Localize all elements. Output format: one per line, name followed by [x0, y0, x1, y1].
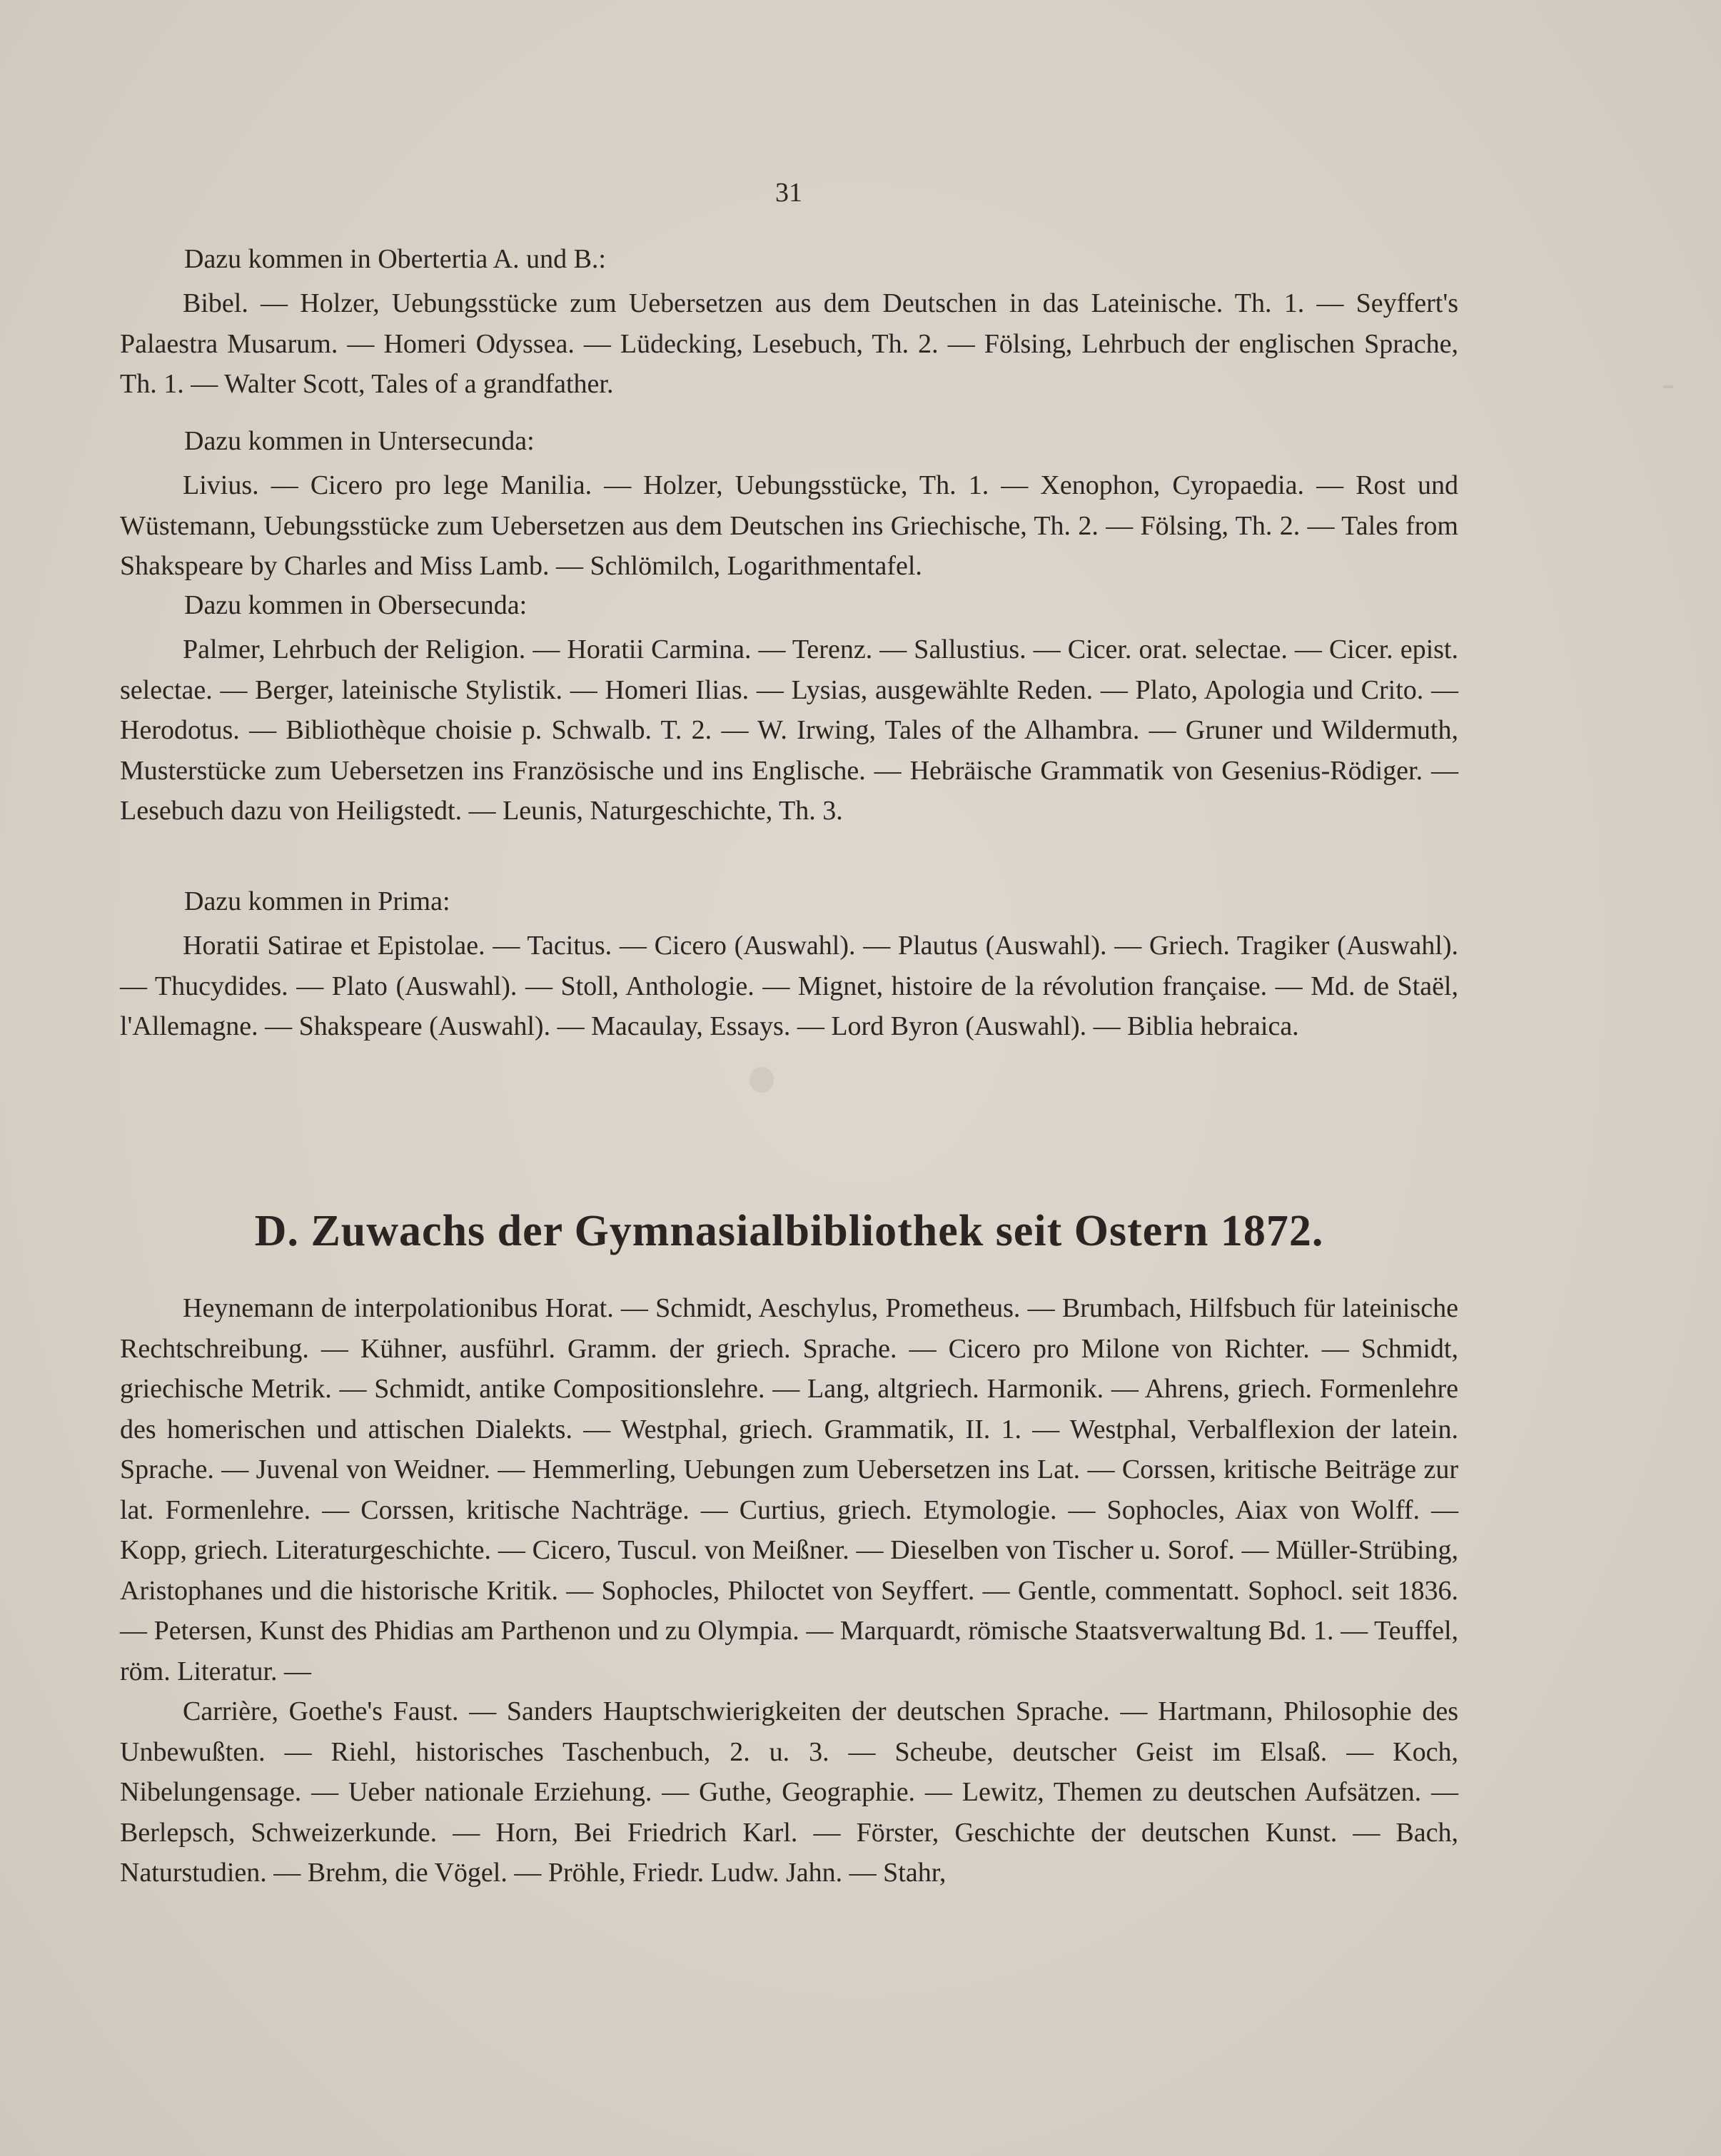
library-paragraph: Carrière, Goethe's Faust. — Sanders Hauptschwierigkeiten der deutschen Sprache. — Hartmann, Philosophie des Unbewußten. — Riehl, historisches Taschenbuch, 2. u. 3. — Scheube, deutscher Geist im Elsaß. — Koch, Nibelungensage. — Ueber nationale Erziehung. — Guthe, Geographie. — Lewitz, Themen zu deutschen Aufsätzen. — Berlepsch, Schweizerkunde. — Horn, Bei Friedrich Karl. — Förster, Geschichte der deutschen Kunst. — Bach, Naturstudien. — Brehm, die Vögel. — Pröhle, Friedr. Ludw. Jahn. — Stahr, — [120, 1696, 1458, 1888]
book-list: Horatii Satirae et Epistolae. — Tacitus. — Cicero (Auswahl). — Plautus (Auswahl). — Griech. Tragiker (Auswahl). — Thucydides. — Plato (Auswahl). — Stoll, Anthologie. — Mignet, histoire de la révolution française. — Md. de Staël, l'Allemagne. — Shakspeare (Auswahl). — Macaulay, Essays. — Lord Byron (Auswahl). — Biblia hebraica. — [120, 931, 1458, 1041]
book-list: Livius. — Cicero pro lege Manilia. — Holzer, Uebungsstücke, Th. 1. — Xenophon, Cyropaedia. — Rost und Wüstemann, Uebungsstücke zum Uebersetzen aus dem Deutschen ins Griechische, Th. 2. — Fölsing, Th. 2. — Tales from Shakspeare by Charles and Miss Lamb. — Schlömilch, Logarithmentafel. — [120, 470, 1458, 581]
section-intro: Dazu kommen in Prima: — [184, 886, 450, 916]
section-heading: D. Zuwachs der Gymnasialbibliothek seit Ostern 1872. — [254, 1207, 1324, 1255]
book-list: Palmer, Lehrbuch der Religion. — Horatii Carmina. — Terenz. — Sallustius. — Cicer. orat. selectae. — Cicer. epist. selectae. — Berger, lateinische Stylistik. — Homeri Ilias. — Lysias, ausgewählte Reden. — Plato, Apologia und Crito. — Herodotus. — Bibliothèque choisie p. Schwalb. T. 2. — W. Irwing, Tales of the Alhambra. — Gruner und Wildermuth, Musterstücke zum Uebersetzen ins Französische und ins Englische. — Hebräische Grammatik von Gesenius-Rödiger. — Lesebuch dazu von Heiligstedt. — Leunis, Naturgeschichte, Th. 3. — [120, 634, 1458, 826]
untersecunda-section — [120, 421, 1458, 587]
prima-section — [120, 881, 1458, 1047]
obertertia-section — [120, 239, 1458, 405]
section-intro: Dazu kommen in Obertertia A. und B.: — [184, 244, 606, 274]
obersecunda-section — [120, 585, 1458, 831]
book-list: Bibel. — Holzer, Uebungsstücke zum Uebersetzen aus dem Deutschen in das Lateinische. Th. 1. — Seyffert's Palaestra Musarum. — Homeri Odyssea. — Lüdecking, Lesebuch, Th. 2. — Fölsing, Lehrbuch der englischen Sprache, Th. 1. — Walter Scott, Tales of a grandfather. — [120, 288, 1458, 399]
page-number: 31 — [775, 178, 802, 208]
section-intro: Dazu kommen in Untersecunda: — [184, 426, 535, 456]
paper-mark — [1663, 385, 1673, 388]
library-additions — [120, 1288, 1458, 1893]
library-paragraph: Heynemann de interpolationibus Horat. — Schmidt, Aeschylus, Prometheus. — Brumbach, Hilfsbuch für lateinische Rechtschreibung. — Kühner, ausführl. Gramm. der griech. Sprache. — Cicero pro Milone von Richter. — Schmidt, griechische Metrik. — Schmidt, antike Compositionslehre. — Lang, altgriech. Harmonik. — Ahrens, griech. Formenlehre des homerischen und attischen Dialekts. — Westphal, griech. Grammatik, II. 1. — Westphal, Verbalflexion der latein. Sprache. — Juvenal von Weidner. — Hemmerling, Uebungen zum Uebersetzen ins Lat. — Corssen, kritische Beiträge zur lat. Formenlehre. — Corssen, kritische Nachträge. — Curtius, griech. Etymologie. — Sophocles, Aiax von Wolff. — Kopp, griech. Literaturgeschichte. — Cicero, Tuscul. von Meißner. — Dieselben von Tischer u. Sorof. — Müller-Strübing, Aristophanes und die historische Kritik. — Sophocles, Philoctet von Seyffert. — Gentle, commentatt. Sophocl. seit 1836. — Petersen, Kunst des Phidias am Parthenon und zu Olympia. — Marquardt, römische Staatsverwaltung Bd. 1. — Teuffel, röm. Literatur. — — [120, 1293, 1458, 1686]
section-intro: Dazu kommen in Obersecunda: — [184, 590, 528, 620]
paper-stain — [750, 1067, 774, 1093]
